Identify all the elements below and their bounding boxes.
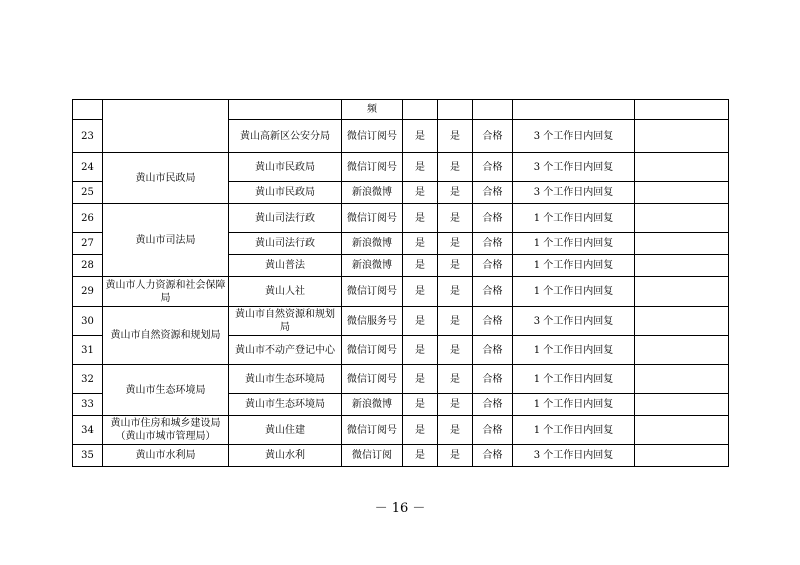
result-cell: 合格 bbox=[473, 445, 513, 467]
row-number: 35 bbox=[73, 445, 103, 467]
check-cell: 是 bbox=[438, 233, 473, 255]
table-row bbox=[73, 445, 729, 467]
table-row bbox=[73, 153, 729, 182]
table-row bbox=[73, 204, 729, 233]
table-row bbox=[73, 307, 729, 336]
check-cell: 是 bbox=[403, 336, 438, 365]
response-time-cell: 1 个工作日内回复 bbox=[513, 336, 635, 365]
platform-cell: 频 bbox=[342, 100, 403, 120]
row-number: 26 bbox=[73, 204, 103, 233]
response-time-cell: 1 个工作日内回复 bbox=[513, 204, 635, 233]
department-cell: 黄山市水利局 bbox=[103, 445, 229, 467]
platform-cell: 新浪微博 bbox=[342, 394, 403, 416]
check-cell: 是 bbox=[403, 277, 438, 307]
platform-cell: 新浪微博 bbox=[342, 182, 403, 204]
remark-cell bbox=[635, 336, 729, 365]
result-cell: 合格 bbox=[473, 255, 513, 277]
row-number: 24 bbox=[73, 153, 103, 182]
platform-cell: 微信订阅号 bbox=[342, 365, 403, 394]
remark-cell bbox=[635, 445, 729, 467]
result-cell: 合格 bbox=[473, 277, 513, 307]
data-table bbox=[72, 99, 729, 467]
account-cell: 黄山市不动产登记中心 bbox=[229, 336, 342, 365]
remark-cell bbox=[635, 120, 729, 153]
platform-cell: 微信订阅号 bbox=[342, 336, 403, 365]
response-time-cell: 3 个工作日内回复 bbox=[513, 445, 635, 467]
result-cell: 合格 bbox=[473, 120, 513, 153]
check-cell: 是 bbox=[403, 365, 438, 394]
platform-cell: 新浪微博 bbox=[342, 233, 403, 255]
row-number: 28 bbox=[73, 255, 103, 277]
response-time-cell: 1 个工作日内回复 bbox=[513, 394, 635, 416]
remark-cell bbox=[635, 204, 729, 233]
row-number: 33 bbox=[73, 394, 103, 416]
check-cell: 是 bbox=[403, 416, 438, 445]
table-row bbox=[73, 416, 729, 445]
account-cell bbox=[229, 100, 342, 120]
check-cell: 是 bbox=[438, 120, 473, 153]
account-cell: 黄山市生态环境局 bbox=[229, 365, 342, 394]
check-cell bbox=[438, 100, 473, 120]
result-cell: 合格 bbox=[473, 233, 513, 255]
account-cell: 黄山普法 bbox=[229, 255, 342, 277]
remark-cell bbox=[635, 416, 729, 445]
table-row bbox=[73, 277, 729, 307]
result-cell: 合格 bbox=[473, 336, 513, 365]
result-cell: 合格 bbox=[473, 365, 513, 394]
check-cell: 是 bbox=[403, 153, 438, 182]
department-cell: 黄山市生态环境局 bbox=[103, 365, 229, 416]
check-cell: 是 bbox=[438, 255, 473, 277]
remark-cell bbox=[635, 233, 729, 255]
check-cell: 是 bbox=[403, 255, 438, 277]
platform-cell: 微信订阅号 bbox=[342, 277, 403, 307]
department-cell: 黄山市人力资源和社会保障局 bbox=[103, 277, 229, 307]
check-cell: 是 bbox=[438, 182, 473, 204]
remark-cell bbox=[635, 307, 729, 336]
department-cell bbox=[103, 100, 229, 153]
check-cell: 是 bbox=[438, 445, 473, 467]
page-number: － 16 － bbox=[374, 501, 426, 516]
account-cell: 黄山市民政局 bbox=[229, 153, 342, 182]
department-cell: 黄山市自然资源和规划局 bbox=[103, 307, 229, 365]
check-cell: 是 bbox=[403, 120, 438, 153]
result-cell: 合格 bbox=[473, 204, 513, 233]
response-time-cell: 3 个工作日内回复 bbox=[513, 153, 635, 182]
remark-cell bbox=[635, 100, 729, 120]
platform-cell: 微信订阅号 bbox=[342, 416, 403, 445]
response-time-cell: 1 个工作日内回复 bbox=[513, 277, 635, 307]
remark-cell bbox=[635, 365, 729, 394]
check-cell: 是 bbox=[403, 204, 438, 233]
row-number: 29 bbox=[73, 277, 103, 307]
check-cell bbox=[403, 100, 438, 120]
response-time-cell bbox=[513, 100, 635, 120]
check-cell: 是 bbox=[438, 416, 473, 445]
check-cell: 是 bbox=[438, 336, 473, 365]
row-number: 31 bbox=[73, 336, 103, 365]
check-cell: 是 bbox=[438, 394, 473, 416]
table-row bbox=[73, 100, 729, 120]
account-cell: 黄山司法行政 bbox=[229, 233, 342, 255]
remark-cell bbox=[635, 255, 729, 277]
result-cell: 合格 bbox=[473, 182, 513, 204]
row-number bbox=[73, 100, 103, 120]
row-number: 23 bbox=[73, 120, 103, 153]
response-time-cell: 1 个工作日内回复 bbox=[513, 233, 635, 255]
platform-cell: 微信订阅号 bbox=[342, 120, 403, 153]
row-number: 25 bbox=[73, 182, 103, 204]
response-time-cell: 1 个工作日内回复 bbox=[513, 365, 635, 394]
remark-cell bbox=[635, 153, 729, 182]
platform-cell: 微信订阅号 bbox=[342, 153, 403, 182]
account-cell: 黄山市自然资源和规划局 bbox=[229, 307, 342, 336]
account-cell: 黄山司法行政 bbox=[229, 204, 342, 233]
check-cell: 是 bbox=[403, 182, 438, 204]
row-number: 34 bbox=[73, 416, 103, 445]
remark-cell bbox=[635, 394, 729, 416]
check-cell: 是 bbox=[403, 394, 438, 416]
platform-cell: 微信服务号 bbox=[342, 307, 403, 336]
platform-cell: 新浪微博 bbox=[342, 255, 403, 277]
department-cell: 黄山市司法局 bbox=[103, 204, 229, 277]
account-cell: 黄山高新区公安分局 bbox=[229, 120, 342, 153]
result-cell: 合格 bbox=[473, 394, 513, 416]
check-cell: 是 bbox=[438, 277, 473, 307]
response-time-cell: 3 个工作日内回复 bbox=[513, 307, 635, 336]
check-cell: 是 bbox=[438, 365, 473, 394]
check-cell: 是 bbox=[403, 233, 438, 255]
row-number: 32 bbox=[73, 365, 103, 394]
account-cell: 黄山市民政局 bbox=[229, 182, 342, 204]
account-cell: 黄山住建 bbox=[229, 416, 342, 445]
response-time-cell: 3 个工作日内回复 bbox=[513, 182, 635, 204]
row-number: 30 bbox=[73, 307, 103, 336]
response-time-cell: 1 个工作日内回复 bbox=[513, 416, 635, 445]
result-cell bbox=[473, 100, 513, 120]
result-cell: 合格 bbox=[473, 307, 513, 336]
account-cell: 黄山人社 bbox=[229, 277, 342, 307]
check-cell: 是 bbox=[438, 153, 473, 182]
platform-cell: 微信订阅 bbox=[342, 445, 403, 467]
response-time-cell: 3 个工作日内回复 bbox=[513, 120, 635, 153]
table-row bbox=[73, 365, 729, 394]
row-number: 27 bbox=[73, 233, 103, 255]
remark-cell bbox=[635, 277, 729, 307]
result-cell: 合格 bbox=[473, 153, 513, 182]
department-cell: 黄山市住房和城乡建设局（黄山市城市管理局） bbox=[103, 416, 229, 445]
check-cell: 是 bbox=[438, 307, 473, 336]
check-cell: 是 bbox=[403, 307, 438, 336]
response-time-cell: 1 个工作日内回复 bbox=[513, 255, 635, 277]
result-cell: 合格 bbox=[473, 416, 513, 445]
remark-cell bbox=[635, 182, 729, 204]
platform-cell: 微信订阅号 bbox=[342, 204, 403, 233]
account-cell: 黄山水利 bbox=[229, 445, 342, 467]
check-cell: 是 bbox=[438, 204, 473, 233]
department-cell: 黄山市民政局 bbox=[103, 153, 229, 204]
check-cell: 是 bbox=[403, 445, 438, 467]
account-cell: 黄山市生态环境局 bbox=[229, 394, 342, 416]
